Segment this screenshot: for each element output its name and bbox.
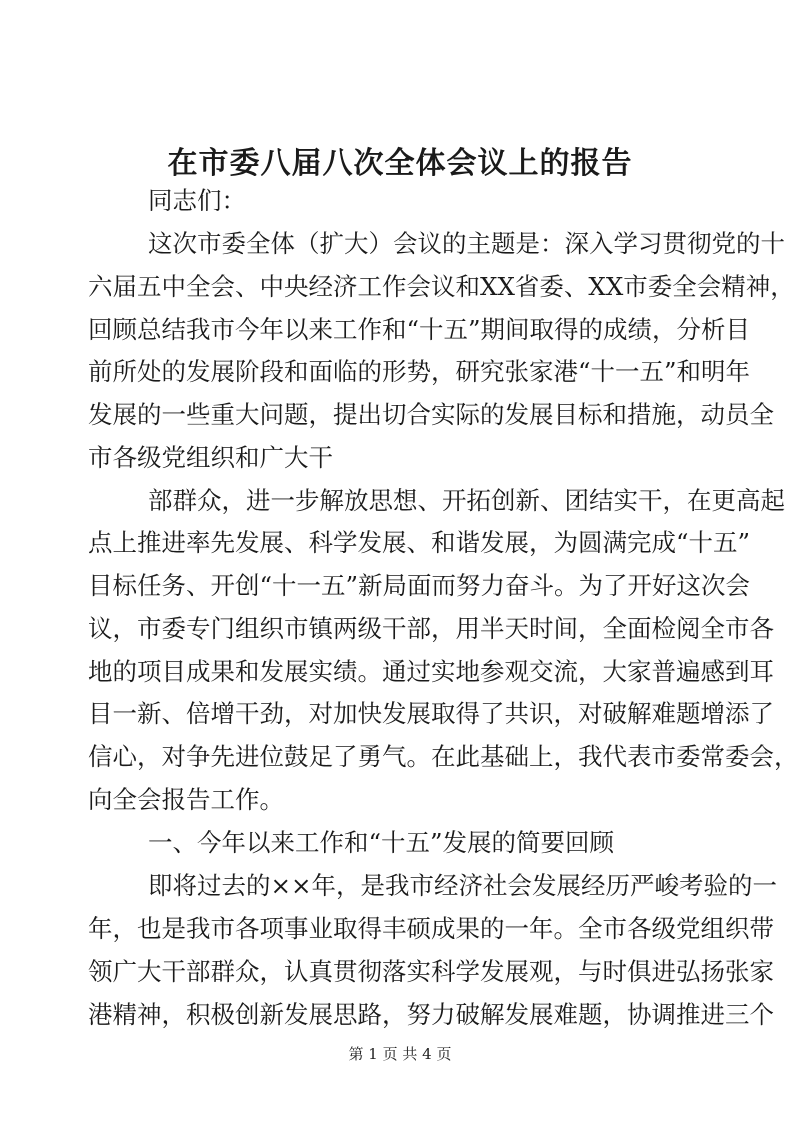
body-line: 地的项目成果和发展实绩。通过实地参观交流，大家普遍感到耳 xyxy=(88,657,774,686)
body-line: 前所处的发展阶段和面临的形势，研究张家港“十一五”和明年 xyxy=(88,357,751,386)
section-heading: 一、今年以来工作和“十五”发展的简要回顾 xyxy=(148,828,615,857)
body-line: 六届五中全会、中央经济工作会议和XX省委、XX市委全会精神， xyxy=(88,272,795,301)
body-line: 目一新、倍增干劲，对加快发展取得了共识，对破解难题增添了 xyxy=(88,699,774,728)
body-line: 领广大干部群众，认真贯彻落实科学发展观，与时俱进弘扬张家 xyxy=(88,957,774,986)
page-number: 第 1 页 共 4 页 xyxy=(348,1045,452,1063)
body-line: 目标任务、开创“十一五”新局面而努力奋斗。为了开好这次会 xyxy=(88,571,751,600)
body-line: 年，也是我市各项事业取得丰硕成果的一年。全市各级党组织带 xyxy=(88,914,774,943)
body-line: 信心，对争先进位鼓足了勇气。在此基础上，我代表市委常委会， xyxy=(88,742,799,771)
body-line: 议，市委专门组织市镇两级干部，用半天时间，全面检阅全市各 xyxy=(88,614,774,643)
salutation: 同志们： xyxy=(148,186,246,215)
body-line: 点上推进率先发展、科学发展、和谐发展，为圆满完成“十五” xyxy=(88,528,751,557)
body-line: 即将过去的××年，是我市经济社会发展经历严峻考验的一 xyxy=(148,871,778,900)
body-line: 回顾总结我市今年以来工作和“十五”期间取得的成绩，分析目 xyxy=(88,315,751,344)
body-line: 发展的一些重大问题，提出切合实际的发展目标和措施，动员全 xyxy=(88,400,774,429)
body-line: 港精神，积极创新发展思路，努力破解发展难题，协调推进三个 xyxy=(88,1000,774,1029)
body-line: 市各级党组织和广大干 xyxy=(88,443,333,472)
body-line: 向全会报告工作。 xyxy=(88,785,284,814)
body-line: 这次市委全体（扩大）会议的主题是：深入学习贯彻党的十 xyxy=(148,229,785,258)
body-line: 部群众，进一步解放思想、开拓创新、团结实干，在更高起 xyxy=(148,486,785,515)
document-title: 在市委八届八次全体会议上的报告 xyxy=(167,146,633,181)
